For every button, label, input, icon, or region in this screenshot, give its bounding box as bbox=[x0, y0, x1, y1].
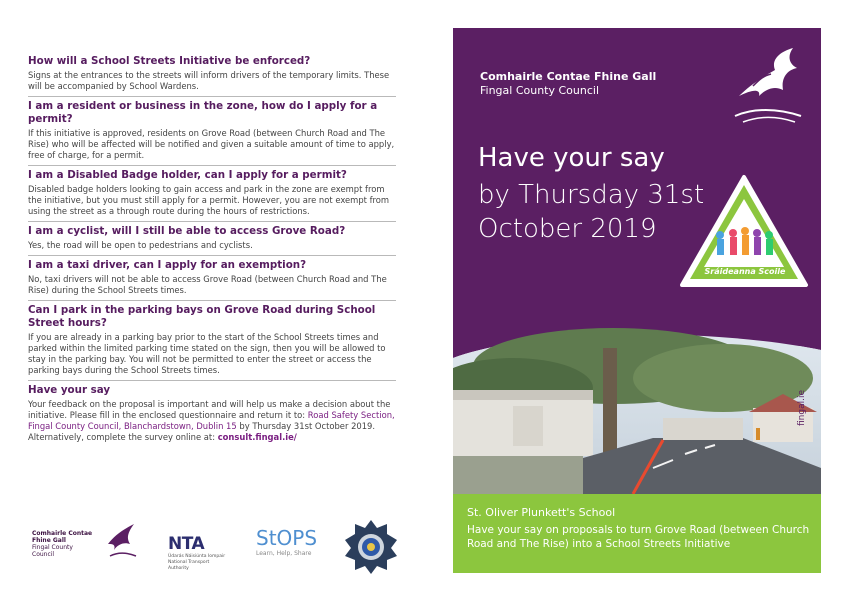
deadline-subline: by Thursday 31st October 2019 bbox=[478, 180, 705, 244]
faq-answer: Yes, the road will be open to pedestrians and cyclists. bbox=[28, 240, 253, 250]
faq-question: I am a Disabled Badge holder, can I apply for a permit? bbox=[28, 169, 347, 181]
fcc-logo-line: Council bbox=[32, 551, 55, 558]
fcc-logo-line: Fingal County bbox=[32, 544, 73, 551]
faq-column bbox=[28, 52, 396, 447]
nta-logo-irish: Údarás Náisiúnta Iompair bbox=[168, 554, 226, 559]
headline: Have your say bbox=[478, 143, 665, 173]
sign-label-english: School Streets bbox=[714, 278, 776, 287]
faq-item bbox=[28, 97, 396, 166]
deadline-text: by Thursday 31st October 2019. Alternatively, complete the survey online at: bbox=[28, 421, 376, 442]
have-your-say-section bbox=[28, 381, 396, 447]
school-name: St. Oliver Plunkett's School bbox=[467, 506, 616, 519]
org-name-irish: Comhairle Contae Fhine Gall bbox=[480, 70, 657, 83]
stops-logo bbox=[256, 526, 326, 572]
faq-question: I am a resident or business in the zone, how do I apply for a permit? bbox=[28, 100, 378, 125]
council-bird-logo-icon bbox=[731, 46, 803, 126]
faq-answer: If you are already in a parking bay prior to the start of the School Streets times and parked within the limited parking time stated on the sign, then you will be allowed to stay in the parking bay. You will not be permitted to enter the street or access the parking bays during the School Streets times. bbox=[28, 332, 386, 375]
stops-logo-text: StOPS bbox=[256, 526, 318, 550]
have-your-say-heading: Have your say bbox=[28, 384, 111, 396]
cover-page bbox=[453, 28, 821, 573]
bird-icon bbox=[104, 522, 138, 562]
nta-logo bbox=[168, 534, 228, 574]
return-address: Road Safety Section, Fingal County Council, Blanchardstown, Dublin 15 bbox=[28, 410, 395, 431]
faq-answer: If this initiative is approved, residents on Grove Road (between Church Road and The Rise) who will be affected will be notified and given a suitable amount of time to apply, free of charge, for a permit. bbox=[28, 128, 395, 160]
have-your-say-text bbox=[28, 399, 396, 443]
org-name-english: Fingal County Council bbox=[480, 84, 600, 97]
faq-question: How will a School Streets Initiative be enforced? bbox=[28, 55, 311, 67]
faq-answer: Disabled badge holders looking to gain access and park in the zone are exempt from the initiative, but you must still apply for a permit. However, you are not exempt from using the street as a through route during the hours of restrictions. bbox=[28, 184, 390, 216]
proposal-description: Have your say on proposals to turn Grove Road (between Church Road and The Rise) into a School Streets Initiative bbox=[467, 524, 810, 550]
nta-logo-text: NTA bbox=[168, 534, 205, 554]
faq-item bbox=[28, 301, 396, 381]
cover-header bbox=[453, 28, 821, 346]
fcc-logo-line: Comhairle Contae bbox=[32, 530, 93, 537]
faq-question: I am a cyclist, will I still be able to access Grove Road? bbox=[28, 225, 346, 237]
partner-logos bbox=[28, 512, 400, 574]
garda-crest-icon bbox=[343, 518, 399, 574]
sign-label-irish: Sráideanna Scoile bbox=[704, 267, 786, 276]
faq-answer: Signs at the entrances to the streets will inform drivers of the temporary limits. These will be accompanied by School Wardens. bbox=[28, 70, 390, 91]
fcc-logo-line: Fhine Gall bbox=[32, 537, 66, 544]
side-url: fingal.ie bbox=[797, 390, 807, 426]
street-photo bbox=[453, 328, 821, 494]
faq-question: Can I park in the parking bays on Grove Road during School Street hours? bbox=[28, 304, 376, 329]
faq-item bbox=[28, 52, 396, 97]
survey-link[interactable]: consult.fingal.ie/ bbox=[217, 432, 297, 442]
faq-item bbox=[28, 166, 396, 222]
faq-item bbox=[28, 222, 396, 256]
faq-question: I am a taxi driver, can I apply for an exemption? bbox=[28, 259, 307, 271]
cover-footer bbox=[453, 494, 821, 573]
fingal-council-logo bbox=[32, 530, 142, 570]
faq-answer: No, taxi drivers will not be able to access Grove Road (between Church Road and The Rise) during the School Streets times. bbox=[28, 274, 387, 295]
nta-logo-english: National Transport Authority bbox=[168, 560, 210, 571]
faq-item bbox=[28, 256, 396, 301]
feedback-text: Your feedback on the proposal is important and will help us make a decision about the initiative. Please fill in the enclosed questionnaire and return it to: bbox=[28, 399, 391, 420]
stops-logo-tagline: Learn, Help, Share bbox=[256, 550, 312, 557]
